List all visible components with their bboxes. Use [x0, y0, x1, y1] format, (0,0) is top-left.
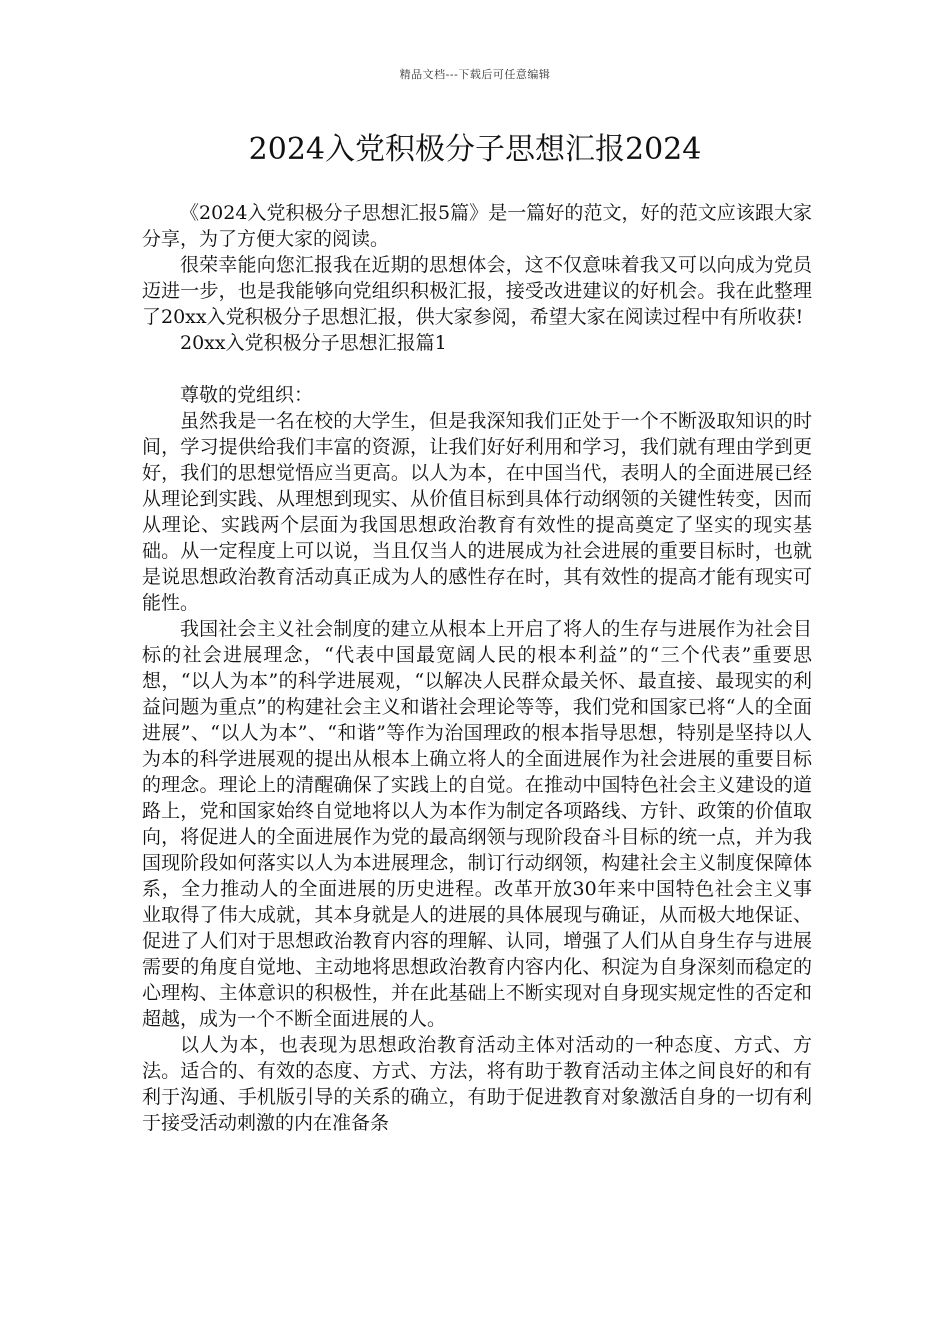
header-note: 精品文档---下载后可任意编辑	[399, 68, 551, 81]
paragraph: 以人为本，也表现为思想政治教育活动主体对活动的一种态度、方式、方法。适合的、有效的态度、方式、方法，将有助于教育活动主体之间良好的和有利于沟通、手机版引导的关系的确立，有助于促进教育对象激活自身的一切有利于接受活动刺激的内在准备条	[142, 1034, 812, 1134]
paragraph: 我国社会主义社会制度的建立从根本上开启了将人的生存与进展作为社会目标的社会进展理念，“代表中国最宽阔人民的根本利益”的“三个代表”重要思想，“以人为本”的科学进展观，“以解决人民群众最关怀、最直接、最现实的利益问题为重点”的构建社会主义和谐社会理论等等，我们党和国家已将“人的全面进展”、“以人为本”、“和谐”等作为治国理政的根本指导思想，特别是坚持以人为本的科学进展观的提出从根本上确立将人的全面进展作为社会进展的重要目标的理念。理论上的清醒确保了实践上的自觉。在推动中国特色社会主义建设的道路上，党和国家始终自觉地将以人为本作为制定各项路线、方针、政策的价值取向，将促进人的全面进展作为党的最高纲领与现阶段奋斗目标的统一点，并为我国现阶段如何落实以人为本进展理念，制订行动纲领，构建社会主义制度保障体系，全力推动人的全面进展的历史进程。改革开放30年来中国特色社会主义事业取得了伟大成就，其本身就是人的进展的具体展现与确证，从而极大地保证、促进了人们对于思想政治教育内容的理解、认同，增强了人们从自身生存与进展需要的角度自觉地、主动地将思想政治教育内容内化、积淀为自身深刻而稳定的心理构、主体意识的积极性，并在此基础上不断实现对自身现实规定性的否定和超越，成为一个不断全面进展的人。	[142, 618, 812, 1030]
document-title: 2024入党积极分子思想汇报2024	[248, 132, 702, 167]
salutation: 尊敬的党组织：	[180, 384, 314, 406]
paragraph: 很荣幸能向您汇报我在近期的思想体会，这不仅意味着我又可以向成为党员迈进一步，也是我能够向党组织积极汇报，接受改进建议的好机会。我在此整理了20xx入党积极分子思想汇报，供大家参阅，希望大家在阅读过程中有所收获!	[142, 254, 812, 328]
section-heading: 20xx入党积极分子思想汇报篇1	[180, 332, 447, 354]
paragraph: 《2024入党积极分子思想汇报5篇》是一篇好的范文，好的范文应该跟大家分享，为了方便大家的阅读。	[142, 202, 812, 250]
document-body	[142, 200, 812, 1136]
paragraph: 虽然我是一名在校的大学生，但是我深知我们正处于一个不断汲取知识的时间，学习提供给我们丰富的资源，让我们好好利用和学习，我们就有理由学到更好，我们的思想觉悟应当更高。以人为本，在中国当代，表明人的全面进展已经从理论到实践、从理想到现实、从价值目标到具体行动纲领的关键性转变，因而从理论、实践两个层面为我国思想政治教育有效性的提高奠定了坚实的现实基础。从一定程度上可以说，当且仅当人的进展成为社会进展的重要目标时，也就是说思想政治教育活动真正成为人的感性存在时，其有效性的提高才能有现实可能性。	[142, 410, 812, 614]
blank-line	[142, 356, 812, 382]
